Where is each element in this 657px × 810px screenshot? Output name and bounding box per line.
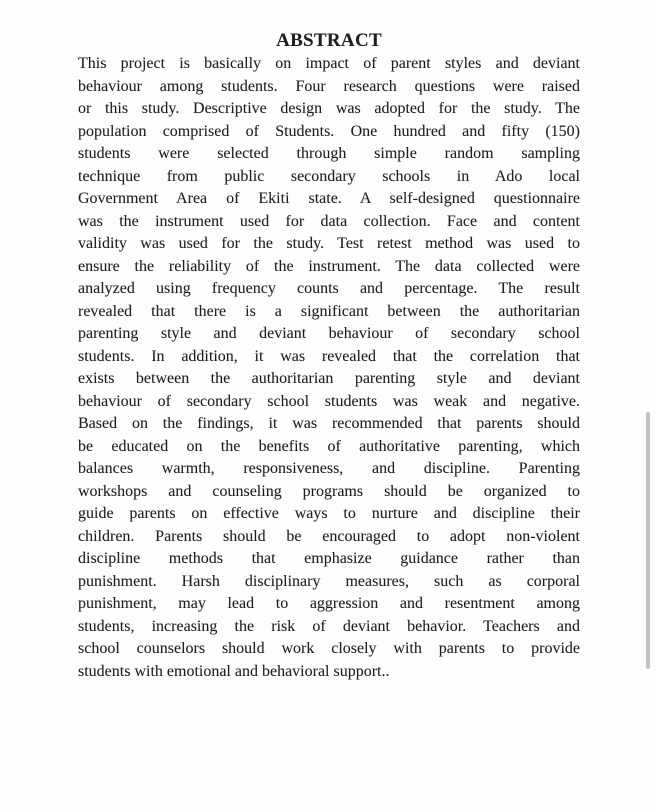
text-line: children. Parents should be encouraged to adopt non-violent — [78, 527, 580, 545]
text-line: Government Area of Ekiti state. A self-designed questionnaire — [78, 190, 580, 207]
document-page — [78, 30, 580, 683]
text-line: students with emotional and behavioral support.. — [78, 662, 390, 680]
text-line: be educated on the benefits of authoritative parenting, which — [78, 437, 580, 455]
text-line: students, increasing the risk of deviant behavior. Teachers and — [78, 617, 580, 635]
page-title: ABSTRACT — [276, 30, 382, 51]
text-line: revealed that there is a significant between the authoritarian — [78, 302, 580, 320]
text-line: discipline methods that emphasize guidance rather than — [78, 550, 580, 567]
text-line: Based on the findings, it was recommended that parents should — [78, 415, 580, 432]
text-line: punishment, may lead to aggression and resentment among — [78, 595, 580, 612]
text-line: validity was used for the study. Test retest method was used to — [78, 235, 580, 252]
abstract-body — [78, 53, 580, 683]
text-line: guide parents on effective ways to nurture and discipline their — [78, 505, 580, 522]
text-line: workshops and counseling programs should be organized to — [78, 482, 580, 500]
text-line: population comprised of Students. One hundred and fifty (150) — [78, 122, 580, 140]
text-line: punishment. Harsh disciplinary measures, such as corporal — [78, 572, 580, 590]
text-line: behaviour among students. Four research questions were raised — [78, 77, 580, 95]
text-line: was the instrument used for data collection. Face and content — [78, 212, 580, 230]
text-line: This project is basically on impact of parent styles and deviant — [78, 55, 580, 72]
scrollbar-thumb[interactable] — [646, 412, 650, 669]
text-line: students. In addition, it was revealed that the correlation that — [78, 347, 580, 365]
text-line: or this study. Descriptive design was adopted for the study. The — [78, 100, 580, 117]
text-line: analyzed using frequency counts and percentage. The result — [78, 280, 580, 297]
text-line: parenting style and deviant behaviour of secondary school — [78, 325, 580, 342]
text-line: ensure the reliability of the instrument. The data collected were — [78, 257, 580, 275]
text-line: exists between the authoritarian parenting style and deviant — [78, 370, 580, 387]
text-line: school counselors should work closely with parents to provide — [78, 640, 580, 657]
text-line: behaviour of secondary school students was weak and negative. — [78, 392, 580, 410]
text-line: balances warmth, responsiveness, and discipline. Parenting — [78, 460, 580, 477]
text-line: students were selected through simple random sampling — [78, 145, 580, 162]
text-line: technique from public secondary schools in Ado local — [78, 167, 580, 185]
